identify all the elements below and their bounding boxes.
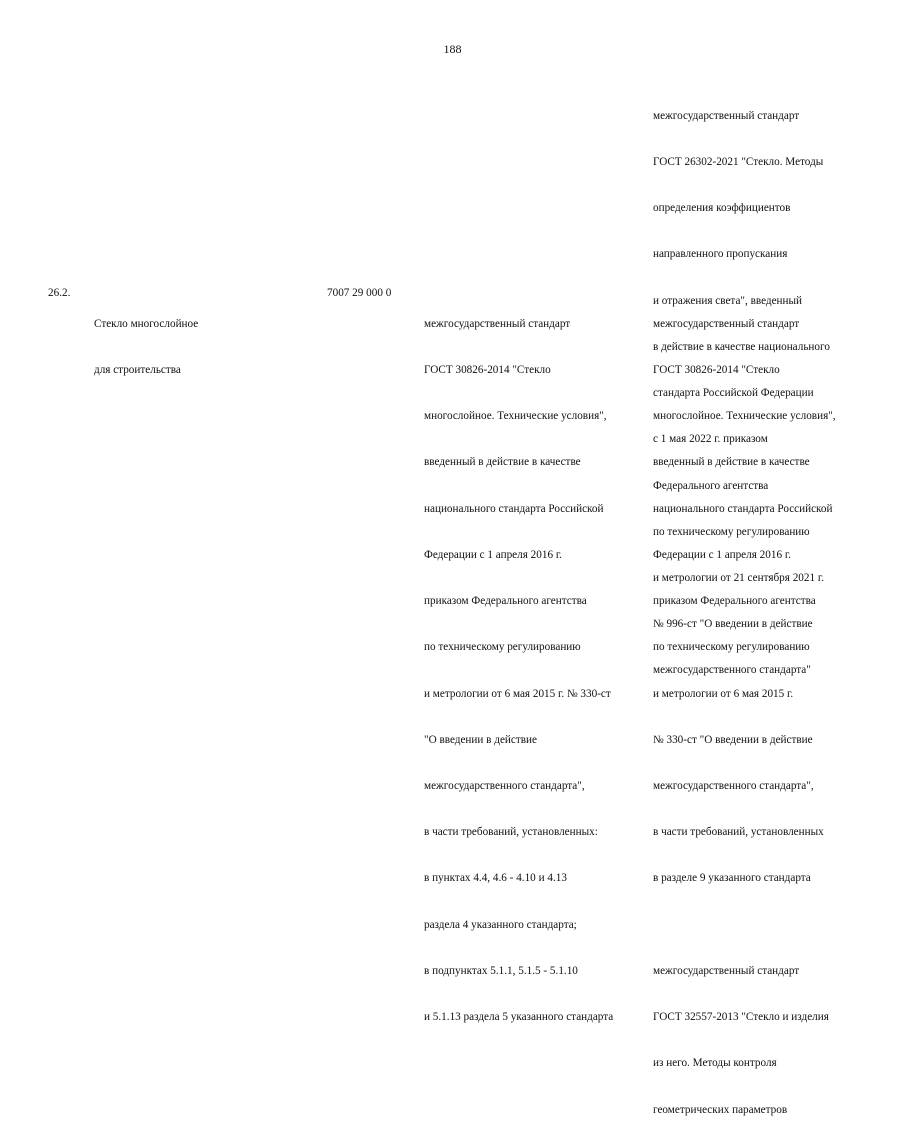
text-line: введенный в действие в качестве xyxy=(424,456,581,469)
text-line: в части требований, установленных: xyxy=(424,826,598,839)
text-line: национального стандарта Российской xyxy=(424,502,604,515)
paragraph-gap xyxy=(653,918,836,933)
text-line: ГОСТ 30826-2014 "Стекло xyxy=(653,364,780,377)
text-line: ГОСТ 26302-2021 "Стекло. Методы xyxy=(653,156,824,169)
text-line: и метрологии от 6 мая 2015 г. № 330-ст xyxy=(424,687,611,700)
text-line: по техническому регулированию xyxy=(653,641,810,654)
text-line: № 996-ст "О введении в действие xyxy=(653,618,813,631)
text-line: национального стандарта Российской xyxy=(653,502,833,515)
product-name-cell xyxy=(94,286,198,394)
text-line: с 1 мая 2022 г. приказом xyxy=(653,433,768,446)
text-line: межгосударственный стандарт xyxy=(424,317,571,330)
text-line: и отражения света", введенный xyxy=(653,294,803,307)
page-number: 188 xyxy=(443,42,462,56)
text-line: межгосударственный стандарт xyxy=(653,317,800,330)
text-line: № 330-ст "О введении в действие xyxy=(653,733,813,746)
text-line: определения коэффициентов xyxy=(653,202,791,215)
text-line: для строительства xyxy=(94,364,181,377)
text-line: и 5.1.13 раздела 5 указанного стандарта xyxy=(424,1011,614,1024)
tn-ved-code: 7007 29 000 0 xyxy=(327,287,392,299)
text-line: по техническому регулированию xyxy=(424,641,581,654)
text-line: направленного пропускания xyxy=(653,248,788,261)
text-line: введенный в действие в качестве xyxy=(653,456,810,469)
text-line: в действие в качестве национального xyxy=(653,340,830,353)
text-line: из него. Методы контроля xyxy=(653,1057,777,1070)
text-line: межгосударственный стандарт xyxy=(653,109,800,122)
requirements-standard-cell xyxy=(424,286,613,1041)
test-methods-standard-cell xyxy=(653,286,836,1133)
text-line: ГОСТ 30826-2014 "Стекло xyxy=(424,364,551,377)
text-line: стандарта Российской Федерации xyxy=(653,387,814,400)
text-line: многослойное. Технические условия", xyxy=(424,410,607,423)
text-line: и метрологии от 21 сентября 2021 г. xyxy=(653,572,825,584)
text-line: геометрических параметров xyxy=(653,1103,788,1116)
text-line: Стекло многослойное xyxy=(94,317,199,330)
row-number: 26.2. xyxy=(48,287,71,299)
text-line: приказом Федерального агентства xyxy=(653,595,816,608)
text-line: Федерации с 1 апреля 2016 г. xyxy=(424,548,562,561)
text-line: межгосударственный стандарт xyxy=(653,964,800,977)
text-line: по техническому регулированию xyxy=(653,525,810,538)
text-line: раздела 4 указанного стандарта; xyxy=(424,918,577,931)
text-line: межгосударственного стандарта", xyxy=(653,780,814,792)
text-line: "О введении в действие xyxy=(424,733,537,746)
text-line: ГОСТ 32557-2013 "Стекло и изделия xyxy=(653,1011,829,1024)
text-line: в пунктах 4.4, 4.6 - 4.10 и 4.13 xyxy=(424,872,567,885)
text-line: многослойное. Технические условия", xyxy=(653,410,836,423)
text-line: в подпунктах 5.1.1, 5.1.5 - 5.1.10 xyxy=(424,964,578,977)
text-line: межгосударственного стандарта" xyxy=(653,664,811,677)
text-line: Федерации с 1 апреля 2016 г. xyxy=(653,548,791,561)
text-line: в части требований, установленных xyxy=(653,826,824,839)
text-line: межгосударственного стандарта", xyxy=(424,780,585,792)
text-line: приказом Федерального агентства xyxy=(424,595,587,608)
text-line: в разделе 9 указанного стандарта xyxy=(653,872,811,885)
text-line: Федерального агентства xyxy=(653,479,769,492)
text-line: и метрологии от 6 мая 2015 г. xyxy=(653,687,794,700)
